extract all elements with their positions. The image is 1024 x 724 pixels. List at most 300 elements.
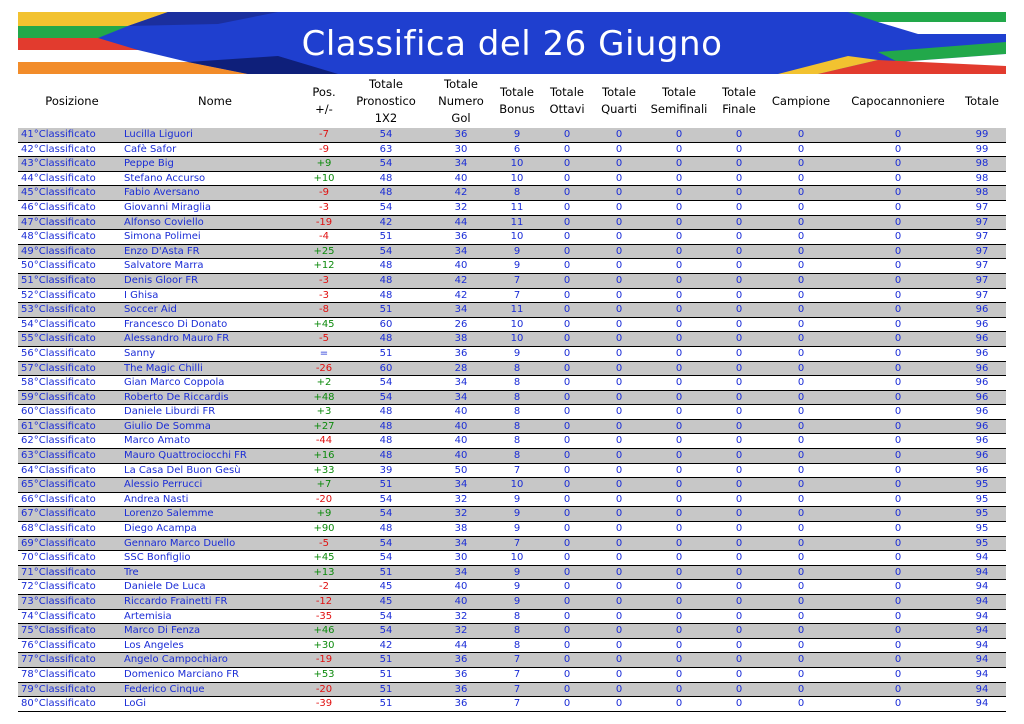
- cell-pos-change: +25: [313, 245, 335, 257]
- cell-totale: 97: [975, 231, 989, 243]
- cell-gol: 36: [454, 654, 468, 666]
- table-row: [18, 274, 1006, 289]
- cell-ottavi: 0: [563, 158, 571, 170]
- cell-semifinali: 0: [675, 639, 683, 651]
- cell-gol: 38: [454, 523, 468, 535]
- cell-quarti: 0: [615, 596, 623, 607]
- cell-nome: I Ghisa: [124, 289, 159, 301]
- cell-pronostico: 51: [379, 698, 393, 710]
- cell-pos-change: -5: [319, 333, 329, 345]
- cell-ottavi: 0: [563, 435, 571, 447]
- cell-bonus: 9: [513, 596, 521, 607]
- cell-finale: 0: [735, 318, 743, 330]
- table-row: [18, 347, 1006, 362]
- cell-pronostico: 48: [379, 435, 393, 447]
- cell-bonus: 7: [513, 464, 521, 476]
- cell-bonus: 8: [513, 625, 521, 637]
- cell-ottavi: 0: [563, 245, 571, 257]
- cell-posizione: 48°Classificato: [21, 231, 96, 243]
- cell-pronostico: 54: [379, 625, 393, 637]
- cell-semifinali: 0: [675, 566, 683, 578]
- cell-campione: 0: [797, 274, 805, 286]
- cell-pronostico: 60: [379, 362, 393, 374]
- cell-gol: 36: [454, 129, 468, 140]
- table-header: [18, 74, 1006, 128]
- cell-campione: 0: [797, 552, 805, 564]
- cell-ottavi: 0: [563, 391, 571, 403]
- cell-nome: SSC Bonfiglio: [124, 552, 191, 564]
- cell-finale: 0: [735, 552, 743, 564]
- cell-pos-change: -7: [319, 129, 329, 140]
- cell-finale: 0: [735, 537, 743, 549]
- table-row: [18, 478, 1006, 493]
- cell-totale: 94: [975, 596, 989, 607]
- cell-semifinali: 0: [675, 231, 683, 243]
- cell-capocannoniere: 0: [894, 274, 902, 286]
- cell-ottavi: 0: [563, 187, 571, 199]
- table-row: [18, 216, 1006, 231]
- cell-semifinali: 0: [675, 625, 683, 637]
- cell-semifinali: 0: [675, 391, 683, 403]
- cell-nome: Sanny: [124, 347, 156, 359]
- cell-nome: Peppe Big: [124, 158, 174, 170]
- cell-bonus: 8: [513, 406, 521, 418]
- cell-posizione: 79°Classificato: [21, 683, 96, 695]
- cell-bonus: 7: [513, 537, 521, 549]
- cell-bonus: 9: [513, 523, 521, 535]
- cell-bonus: 8: [513, 639, 521, 651]
- cell-capocannoniere: 0: [894, 260, 902, 272]
- cell-quarti: 0: [615, 347, 623, 359]
- cell-semifinali: 0: [675, 450, 683, 462]
- cell-nome: Lucilla Liguori: [124, 129, 193, 140]
- cell-ottavi: 0: [563, 143, 571, 155]
- cell-totale: 99: [975, 143, 989, 155]
- cell-posizione: 62°Classificato: [21, 435, 96, 447]
- cell-finale: 0: [735, 654, 743, 666]
- cell-totale: 96: [975, 391, 989, 403]
- cell-quarti: 0: [615, 450, 623, 462]
- header-quarti: Totale Quarti: [601, 85, 637, 116]
- cell-semifinali: 0: [675, 435, 683, 447]
- cell-pos-change: -26: [315, 362, 333, 374]
- cell-posizione: 66°Classificato: [21, 493, 96, 505]
- cell-semifinali: 0: [675, 406, 683, 418]
- cell-totale: 94: [975, 683, 989, 695]
- cell-bonus: 10: [510, 318, 524, 330]
- cell-ottavi: 0: [563, 362, 571, 374]
- cell-bonus: 9: [513, 493, 521, 505]
- cell-capocannoniere: 0: [894, 639, 902, 651]
- cell-ottavi: 0: [563, 274, 571, 286]
- cell-bonus: 10: [510, 479, 524, 491]
- cell-capocannoniere: 0: [894, 333, 902, 345]
- cell-posizione: 60°Classificato: [21, 406, 96, 418]
- cell-ottavi: 0: [563, 596, 571, 607]
- cell-bonus: 10: [510, 158, 524, 170]
- table-row: [18, 230, 1006, 245]
- cell-semifinali: 0: [675, 523, 683, 535]
- cell-ottavi: 0: [563, 639, 571, 651]
- cell-pos-change: +45: [313, 552, 335, 564]
- cell-finale: 0: [735, 435, 743, 447]
- cell-posizione: 78°Classificato: [21, 668, 96, 680]
- cell-quarti: 0: [615, 304, 623, 316]
- cell-nome: Marco Di Fenza: [124, 625, 201, 637]
- cell-gol: 32: [454, 610, 468, 622]
- cell-pos-change: +27: [313, 420, 335, 432]
- cell-nome: Gian Marco Coppola: [124, 377, 225, 389]
- cell-campione: 0: [797, 508, 805, 520]
- cell-capocannoniere: 0: [894, 158, 902, 170]
- table-row: [18, 566, 1006, 581]
- cell-finale: 0: [735, 581, 743, 593]
- cell-gol: 40: [454, 596, 468, 607]
- cell-semifinali: 0: [675, 596, 683, 607]
- cell-pos-change: +9: [316, 508, 332, 520]
- cell-capocannoniere: 0: [894, 377, 902, 389]
- cell-pronostico: 54: [379, 201, 393, 213]
- cell-nome: Federico Cinque: [124, 683, 205, 695]
- table-row: [18, 697, 1006, 712]
- cell-finale: 0: [735, 566, 743, 578]
- cell-campione: 0: [797, 493, 805, 505]
- cell-posizione: 46°Classificato: [21, 201, 96, 213]
- cell-quarti: 0: [615, 683, 623, 695]
- cell-finale: 0: [735, 187, 743, 199]
- cell-campione: 0: [797, 377, 805, 389]
- header-totale: Totale: [965, 93, 999, 108]
- cell-capocannoniere: 0: [894, 596, 902, 607]
- cell-pos-change: +53: [313, 668, 335, 680]
- cell-quarti: 0: [615, 231, 623, 243]
- cell-pos-change: -35: [315, 610, 333, 622]
- cell-pronostico: 48: [379, 450, 393, 462]
- cell-capocannoniere: 0: [894, 231, 902, 243]
- cell-semifinali: 0: [675, 143, 683, 155]
- cell-semifinali: 0: [675, 420, 683, 432]
- cell-posizione: 45°Classificato: [21, 187, 96, 199]
- cell-pronostico: 48: [379, 523, 393, 535]
- table-row: [18, 391, 1006, 406]
- cell-ottavi: 0: [563, 289, 571, 301]
- cell-capocannoniere: 0: [894, 289, 902, 301]
- cell-gol: 44: [454, 216, 468, 228]
- cell-finale: 0: [735, 479, 743, 491]
- cell-pos-change: +33: [313, 464, 335, 476]
- table-row: [18, 420, 1006, 435]
- cell-nome: Denis Gloor FR: [124, 274, 199, 286]
- cell-totale: 94: [975, 610, 989, 622]
- cell-pronostico: 51: [379, 683, 393, 695]
- cell-quarti: 0: [615, 610, 623, 622]
- cell-pos-change: -20: [315, 683, 333, 695]
- cell-quarti: 0: [615, 362, 623, 374]
- cell-bonus: 7: [513, 654, 521, 666]
- cell-pos-change: =: [319, 347, 329, 359]
- cell-ottavi: 0: [563, 523, 571, 535]
- cell-quarti: 0: [615, 391, 623, 403]
- cell-pronostico: 54: [379, 391, 393, 403]
- cell-semifinali: 0: [675, 274, 683, 286]
- cell-nome: The Magic Chilli: [124, 362, 203, 374]
- table-row: [18, 405, 1006, 420]
- cell-campione: 0: [797, 187, 805, 199]
- cell-ottavi: 0: [563, 625, 571, 637]
- cell-totale: 97: [975, 201, 989, 213]
- cell-totale: 96: [975, 420, 989, 432]
- cell-nome: Daniele Liburdi FR: [124, 406, 216, 418]
- cell-ottavi: 0: [563, 654, 571, 666]
- cell-pronostico: 51: [379, 566, 393, 578]
- cell-finale: 0: [735, 158, 743, 170]
- cell-capocannoniere: 0: [894, 464, 902, 476]
- cell-ottavi: 0: [563, 479, 571, 491]
- cell-quarti: 0: [615, 537, 623, 549]
- cell-bonus: 9: [513, 129, 521, 140]
- cell-finale: 0: [735, 216, 743, 228]
- table-row: [18, 639, 1006, 654]
- cell-bonus: 7: [513, 683, 521, 695]
- cell-quarti: 0: [615, 187, 623, 199]
- cell-pronostico: 54: [379, 129, 393, 140]
- cell-quarti: 0: [615, 158, 623, 170]
- table-row: [18, 143, 1006, 158]
- cell-ottavi: 0: [563, 610, 571, 622]
- cell-semifinali: 0: [675, 333, 683, 345]
- cell-campione: 0: [797, 318, 805, 330]
- cell-bonus: 9: [513, 566, 521, 578]
- cell-nome: Roberto De Riccardis: [124, 391, 229, 403]
- cell-capocannoniere: 0: [894, 537, 902, 549]
- cell-ottavi: 0: [563, 450, 571, 462]
- cell-bonus: 9: [513, 347, 521, 359]
- cell-finale: 0: [735, 143, 743, 155]
- cell-gol: 50: [454, 464, 468, 476]
- cell-campione: 0: [797, 683, 805, 695]
- cell-semifinali: 0: [675, 537, 683, 549]
- cell-pos-change: -19: [315, 216, 333, 228]
- cell-totale: 94: [975, 581, 989, 593]
- cell-finale: 0: [735, 129, 743, 140]
- cell-bonus: 8: [513, 450, 521, 462]
- cell-bonus: 7: [513, 289, 521, 301]
- cell-semifinali: 0: [675, 347, 683, 359]
- cell-semifinali: 0: [675, 479, 683, 491]
- cell-quarti: 0: [615, 318, 623, 330]
- cell-pos-change: -44: [315, 435, 333, 447]
- cell-pos-change: -39: [315, 698, 333, 710]
- cell-posizione: 61°Classificato: [21, 420, 96, 432]
- cell-finale: 0: [735, 377, 743, 389]
- cell-pos-change: +9: [316, 158, 332, 170]
- cell-ottavi: 0: [563, 406, 571, 418]
- header-semifinali: Totale Semifinali: [650, 85, 708, 116]
- table-row: [18, 201, 1006, 216]
- header-ottavi: Totale Ottavi: [549, 85, 585, 116]
- cell-semifinali: 0: [675, 304, 683, 316]
- cell-finale: 0: [735, 172, 743, 184]
- cell-ottavi: 0: [563, 333, 571, 345]
- cell-nome: Stefano Accurso: [124, 172, 206, 184]
- cell-campione: 0: [797, 523, 805, 535]
- cell-bonus: 7: [513, 668, 521, 680]
- cell-totale: 95: [975, 508, 989, 520]
- cell-pronostico: 54: [379, 508, 393, 520]
- cell-semifinali: 0: [675, 172, 683, 184]
- cell-finale: 0: [735, 420, 743, 432]
- cell-gol: 32: [454, 508, 468, 520]
- cell-semifinali: 0: [675, 260, 683, 272]
- table-row: [18, 303, 1006, 318]
- cell-capocannoniere: 0: [894, 129, 902, 140]
- cell-quarti: 0: [615, 479, 623, 491]
- cell-gol: 36: [454, 347, 468, 359]
- cell-gol: 40: [454, 420, 468, 432]
- cell-quarti: 0: [615, 245, 623, 257]
- cell-bonus: 8: [513, 391, 521, 403]
- cell-finale: 0: [735, 260, 743, 272]
- cell-semifinali: 0: [675, 216, 683, 228]
- cell-totale: 96: [975, 333, 989, 345]
- cell-pronostico: 48: [379, 289, 393, 301]
- table-row: [18, 683, 1006, 698]
- cell-pos-change: +13: [313, 566, 335, 578]
- cell-pronostico: 60: [379, 318, 393, 330]
- cell-semifinali: 0: [675, 683, 683, 695]
- cell-posizione: 59°Classificato: [21, 391, 96, 403]
- table-row: [18, 259, 1006, 274]
- cell-semifinali: 0: [675, 377, 683, 389]
- cell-capocannoniere: 0: [894, 508, 902, 520]
- table-row: [18, 289, 1006, 304]
- cell-pos-change: -3: [319, 289, 329, 301]
- cell-finale: 0: [735, 596, 743, 607]
- cell-pronostico: 48: [379, 260, 393, 272]
- cell-gol: 34: [454, 391, 468, 403]
- cell-totale: 96: [975, 450, 989, 462]
- cell-finale: 0: [735, 406, 743, 418]
- cell-capocannoniere: 0: [894, 362, 902, 374]
- cell-capocannoniere: 0: [894, 552, 902, 564]
- cell-gol: 36: [454, 231, 468, 243]
- cell-quarti: 0: [615, 216, 623, 228]
- cell-campione: 0: [797, 654, 805, 666]
- cell-capocannoniere: 0: [894, 172, 902, 184]
- cell-campione: 0: [797, 566, 805, 578]
- cell-totale: 94: [975, 698, 989, 710]
- cell-pos-change: -20: [315, 493, 333, 505]
- cell-bonus: 9: [513, 260, 521, 272]
- cell-pos-change: +46: [313, 625, 335, 637]
- cell-pronostico: 48: [379, 172, 393, 184]
- cell-totale: 97: [975, 274, 989, 286]
- cell-pronostico: 48: [379, 274, 393, 286]
- cell-totale: 95: [975, 523, 989, 535]
- cell-pos-change: -19: [315, 654, 333, 666]
- cell-quarti: 0: [615, 435, 623, 447]
- cell-bonus: 8: [513, 435, 521, 447]
- cell-gol: 34: [454, 377, 468, 389]
- cell-gol: 42: [454, 274, 468, 286]
- cell-quarti: 0: [615, 333, 623, 345]
- cell-campione: 0: [797, 450, 805, 462]
- cell-semifinali: 0: [675, 201, 683, 213]
- cell-campione: 0: [797, 158, 805, 170]
- cell-pronostico: 54: [379, 493, 393, 505]
- cell-campione: 0: [797, 420, 805, 432]
- cell-bonus: 7: [513, 698, 521, 710]
- cell-pos-change: +12: [313, 260, 335, 272]
- cell-pos-change: -4: [319, 231, 329, 243]
- cell-posizione: 50°Classificato: [21, 260, 96, 272]
- cell-gol: 28: [454, 362, 468, 374]
- cell-ottavi: 0: [563, 537, 571, 549]
- cell-capocannoniere: 0: [894, 668, 902, 680]
- cell-pos-change: -3: [319, 274, 329, 286]
- cell-pronostico: 54: [379, 610, 393, 622]
- cell-capocannoniere: 0: [894, 245, 902, 257]
- table-row: [18, 507, 1006, 522]
- cell-pos-change: -8: [319, 304, 329, 316]
- cell-semifinali: 0: [675, 187, 683, 199]
- cell-quarti: 0: [615, 260, 623, 272]
- cell-bonus: 6: [513, 143, 521, 155]
- cell-quarti: 0: [615, 552, 623, 564]
- cell-finale: 0: [735, 523, 743, 535]
- cell-totale: 97: [975, 289, 989, 301]
- cell-campione: 0: [797, 245, 805, 257]
- page-title: Classifica del 26 Giugno: [301, 24, 723, 64]
- cell-gol: 36: [454, 698, 468, 710]
- cell-capocannoniere: 0: [894, 493, 902, 505]
- cell-capocannoniere: 0: [894, 143, 902, 155]
- cell-campione: 0: [797, 260, 805, 272]
- cell-finale: 0: [735, 274, 743, 286]
- cell-quarti: 0: [615, 668, 623, 680]
- cell-gol: 30: [454, 552, 468, 564]
- header-pos-change: Pos. +/-: [312, 85, 336, 116]
- cell-finale: 0: [735, 683, 743, 695]
- cell-posizione: 43°Classificato: [21, 158, 96, 170]
- cell-quarti: 0: [615, 581, 623, 593]
- cell-totale: 94: [975, 639, 989, 651]
- cell-ottavi: 0: [563, 260, 571, 272]
- cell-totale: 96: [975, 318, 989, 330]
- table-row: [18, 449, 1006, 464]
- cell-finale: 0: [735, 333, 743, 345]
- cell-campione: 0: [797, 596, 805, 607]
- cell-capocannoniere: 0: [894, 566, 902, 578]
- cell-pronostico: 48: [379, 333, 393, 345]
- cell-quarti: 0: [615, 406, 623, 418]
- cell-campione: 0: [797, 172, 805, 184]
- cell-gol: 34: [454, 566, 468, 578]
- cell-nome: Francesco Di Donato: [124, 318, 228, 330]
- cell-capocannoniere: 0: [894, 420, 902, 432]
- cell-ottavi: 0: [563, 216, 571, 228]
- cell-posizione: 80°Classificato: [21, 698, 96, 710]
- cell-pos-change: -5: [319, 537, 329, 549]
- cell-posizione: 51°Classificato: [21, 274, 96, 286]
- table-row: [18, 434, 1006, 449]
- cell-finale: 0: [735, 201, 743, 213]
- cell-pos-change: +48: [313, 391, 335, 403]
- cell-pos-change: +90: [313, 523, 335, 535]
- cell-totale: 96: [975, 377, 989, 389]
- cell-posizione: 58°Classificato: [21, 377, 96, 389]
- cell-capocannoniere: 0: [894, 201, 902, 213]
